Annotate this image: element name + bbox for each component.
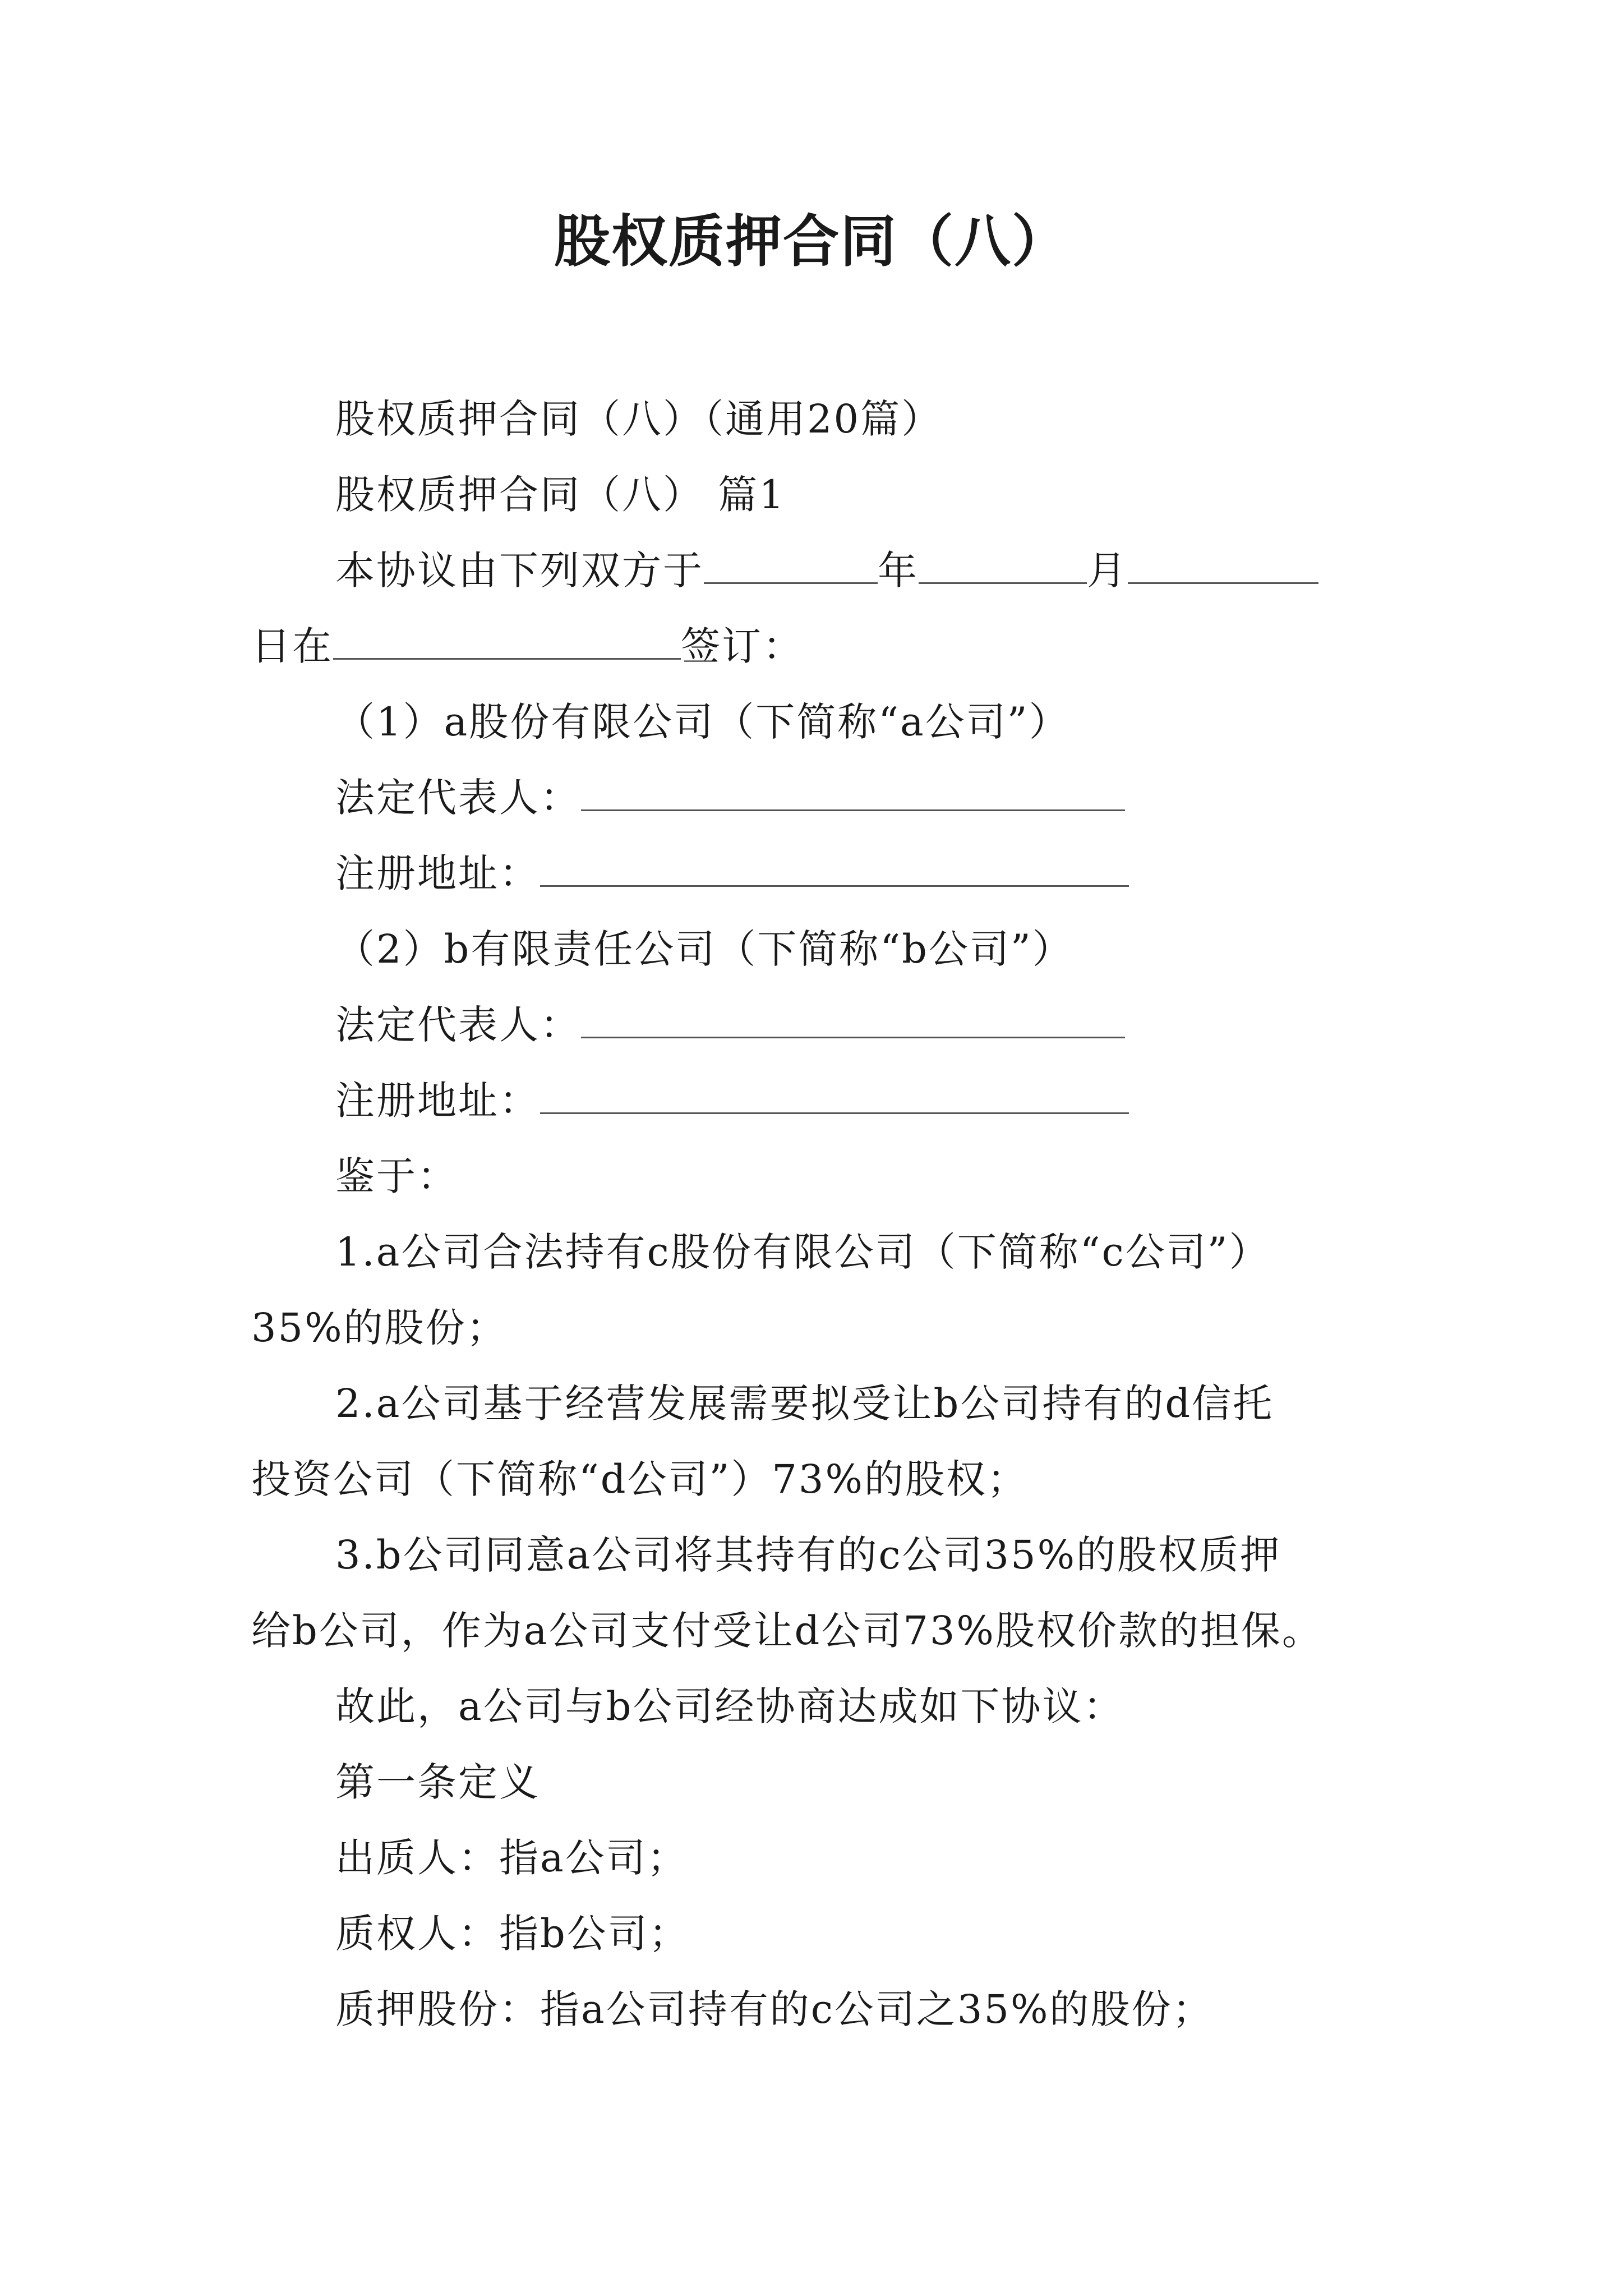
clause-1-line-2: 35%的股份； bbox=[251, 1305, 508, 1351]
definition-pledged-shares: 质押股份：指a公司持有的c公司之35%的股份； bbox=[335, 1986, 1214, 2032]
clause-3-line-2: 给b公司，作为a公司支付受让d公司73%股权价款的担保。 bbox=[251, 1608, 1323, 1654]
clause-2-line-2: 投资公司（下简称“d公司”）73%的股权； bbox=[251, 1456, 1028, 1502]
document-title: 股权质押合同（八） bbox=[554, 208, 1069, 274]
party-b-rep-label: 法定代表人： bbox=[335, 1002, 581, 1048]
document-body bbox=[251, 381, 1407, 2047]
signed-label: 签订： bbox=[681, 623, 804, 669]
party-a-rep-line bbox=[251, 760, 1407, 836]
month-label: 月 bbox=[1087, 547, 1128, 593]
definition-pledgor: 出质人：指a公司； bbox=[335, 1835, 688, 1881]
agreement-intro-line bbox=[251, 533, 1407, 609]
clause-3-line-1: 3.b公司同意a公司将其持有的c公司35%的股权质押 bbox=[335, 1532, 1281, 1578]
party-b-addr-line bbox=[251, 1063, 1407, 1139]
agreement-place-line bbox=[251, 609, 1407, 684]
clause-1-line-1: 1.a公司合法持有c股份有限公司（下简称“c公司”） bbox=[335, 1229, 1270, 1275]
whereas-heading: 鉴于： bbox=[335, 1153, 458, 1199]
therefore-line: 故此，a公司与b公司经协商达成如下协议： bbox=[335, 1683, 1124, 1729]
party-a-rep-label: 法定代表人： bbox=[335, 775, 581, 821]
party-b-addr-label: 注册地址： bbox=[335, 1078, 540, 1124]
place-blank bbox=[333, 630, 681, 660]
party-b-name: （2）b有限责任公司（下简称“b公司”） bbox=[335, 926, 1073, 972]
year-blank bbox=[704, 554, 878, 584]
party-b-rep-blank bbox=[581, 1009, 1125, 1038]
party-a-addr-label: 注册地址： bbox=[335, 850, 540, 896]
day-blank bbox=[1128, 554, 1318, 584]
definition-pledgee: 质权人：指b公司； bbox=[335, 1911, 690, 1957]
party-a-rep-blank bbox=[581, 781, 1125, 811]
subtitle-line: 股权质押合同（八）（通用20篇） bbox=[335, 396, 943, 442]
party-a-name: （1）a股份有限公司（下简称“a公司”） bbox=[335, 699, 1070, 745]
intro-text: 本协议由下列双方于 bbox=[335, 547, 704, 593]
day-place-label: 日在 bbox=[251, 623, 333, 669]
clause-2-line-1: 2.a公司基于经营发展需要拟受让b公司持有的d信托 bbox=[335, 1381, 1274, 1427]
party-a-addr-line bbox=[251, 836, 1407, 912]
section-heading: 股权质押合同（八） 篇1 bbox=[335, 472, 786, 518]
article-1-heading: 第一条定义 bbox=[335, 1759, 540, 1805]
month-blank bbox=[919, 554, 1087, 584]
party-b-addr-blank bbox=[540, 1084, 1129, 1114]
year-label: 年 bbox=[878, 547, 919, 593]
party-a-addr-blank bbox=[540, 857, 1129, 887]
party-b-rep-line bbox=[251, 987, 1407, 1063]
